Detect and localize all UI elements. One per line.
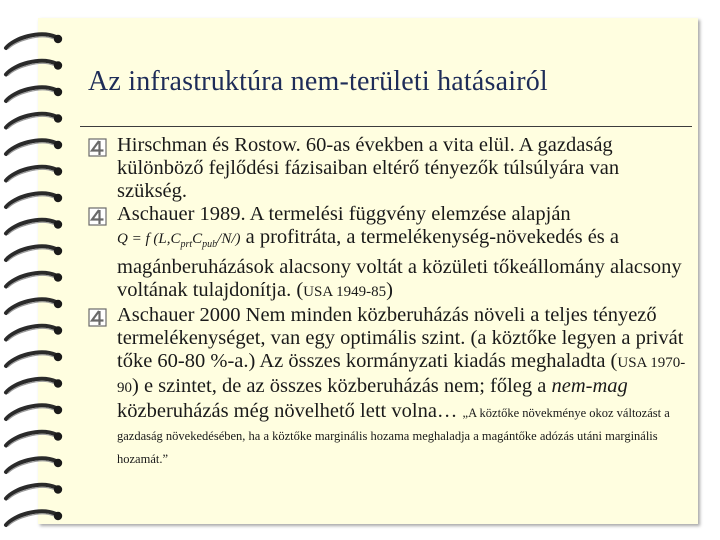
- spiral-ring-icon: [6, 34, 62, 49]
- spiral-ring-icon: [6, 61, 62, 76]
- bullet-text: Hirschman és Rostow. 60-as években a vita elül. A gazdaság különböző fejlődési fázisaiban eltérő tényezők túlsúlyára van szükség.: [117, 134, 620, 202]
- checkbox-4-icon: [88, 207, 108, 227]
- usa-period: USA 1949-85: [303, 284, 387, 300]
- bullet-lead: Aschauer 1989. A termelési függvény elemzése alapján: [117, 203, 571, 225]
- spiral-ring-icon: [6, 299, 62, 314]
- emphasis-text: nem-mag: [551, 375, 628, 397]
- title-divider: [80, 126, 692, 127]
- quote-note: „A köztőke növekménye okoz változást a gazdaság növekedésében, ha a köztőke marginális hozama meghaladja a magántőke adózás utáni marginális hozamát.”: [117, 406, 670, 466]
- bullet-item-2: Aschauer 1989. A termelési függvény elemzése alapján Q = f $(L,C_{prt}C_{pub}/N/)$ a profitráta, a termelékenység-növekedés és a magánberuházások alacsony voltát a közületi tőkeállomány alacsony voltának tulajdonítja. (USA 1949-85): [86, 203, 692, 304]
- bullet-text: a profitráta, a termelékenység-növekedés és a magánberuházások alacsony voltát a közületi tőkeállomány alacsony voltának tulajdonítja. (: [117, 226, 682, 301]
- spiral-ring-icon: [6, 352, 62, 367]
- checkbox-4-icon: [88, 308, 108, 328]
- bullet-item-1: [86, 134, 692, 203]
- spiral-ring-icon: [6, 87, 62, 102]
- spiral-ring-icon: [6, 405, 62, 420]
- bullet-item-3: Aschauer 2000 Nem minden közberuházás növeli a teljes tényező termelékenységet, van egy optimális szint. (a köztőke legyen a privát tőke 60-80 %-a.) Az összes kormányzati kiadás meghaladta (USA 1970-90) e szintet, de az összes közberuházás nem; főleg a nem-mag közberuházás még növelhető lett volna… „A köztőke növekménye okoz változást a gazdaság növekedésében, ha a köztőke marginális hozama meghaladja a magántőke adózás utáni marginális hozamát.”: [86, 304, 692, 469]
- spiral-ring-icon: [6, 220, 62, 235]
- usa-period: USA 1970-90: [117, 355, 686, 396]
- spiral-ring-icon: [6, 140, 62, 155]
- bullet-text: Aschauer 2000 Nem minden közberuházás növeli a teljes tényező termelékenységet, van egy optimális szint. (a köztőke legyen a privát tőke 60-80 %-a.) Az összes kormányzati kiadás meghaladta (: [117, 304, 684, 372]
- spiral-ring-icon: [6, 273, 62, 288]
- spiral-ring-icon: [6, 458, 62, 473]
- spiral-ring-icon: [6, 167, 62, 182]
- slide-title: Az infrastruktúra nem-területi hatásairól: [88, 66, 548, 97]
- formula: Q = f $(L,C_{prt}C_{pub}/N/)$: [117, 231, 241, 250]
- spiral-ring-icon: [6, 379, 62, 394]
- spiral-ring-icon: [6, 432, 62, 447]
- spiral-ring-icon: [6, 193, 62, 208]
- spiral-ring-icon: [6, 511, 62, 526]
- spiral-ring-icon: [6, 326, 62, 341]
- spiral-ring-icon: [6, 485, 62, 500]
- spiral-ring-icon: [6, 246, 62, 261]
- bullet-list: [86, 134, 692, 469]
- spiral-binding: [0, 0, 80, 540]
- spiral-ring-icon: [6, 114, 62, 129]
- checkbox-4-icon: [88, 138, 108, 158]
